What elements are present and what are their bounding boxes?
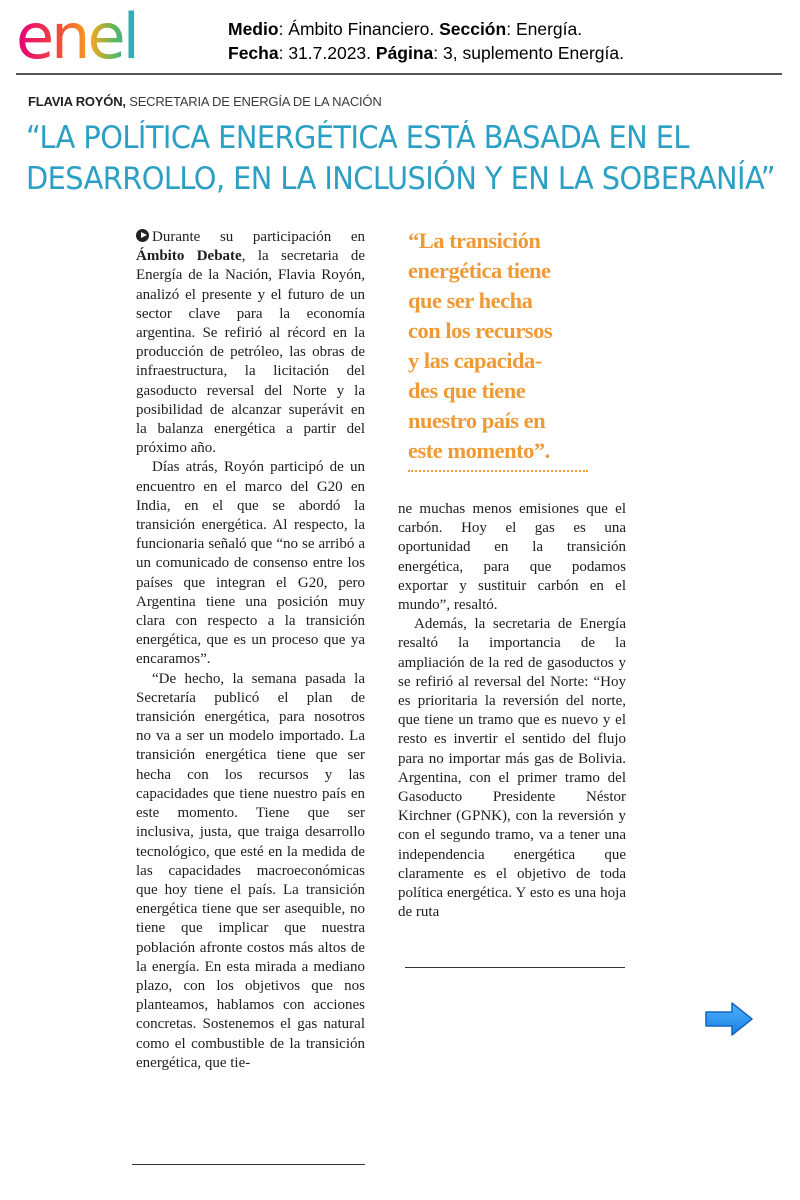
- byline: [28, 94, 382, 109]
- pull-quote-line: y las capacida-: [408, 348, 542, 373]
- pull-quote-line: que ser hecha: [408, 288, 533, 313]
- fecha-value: 31.7.2023.: [288, 43, 372, 63]
- byline-author: FLAVIA ROYÓN,: [28, 94, 126, 109]
- pull-quote: [408, 226, 618, 466]
- column-1-end-rule: [132, 1164, 365, 1165]
- fecha-label: Fecha: [228, 43, 279, 63]
- byline-role: SECRETARIA DE ENERGÍA DE LA NACIÓN: [129, 94, 382, 109]
- medio-value: Ámbito Financiero.: [288, 19, 435, 39]
- pagina-value: 3, suplemento Energía.: [443, 43, 624, 63]
- article-column-2: [398, 500, 626, 922]
- pull-quote-line: con los recursos: [408, 318, 553, 343]
- clipping-meta: Medio: Ámbito Financiero. Sección: Energía. Fecha: 31.7.2023. Página: 3, suplemento Energía.: [228, 19, 624, 63]
- paragraph-4: Además, la secretaria de Energía resaltó la importancia de la ampliación de la red de gasoductos y se refirió al reversal del Norte: “Hoy es prioritaria la reversión del norte, que tiene un tramo que es nuevo y el resto es invertir el sentido del flujo para no importar más gas de Bolivia. Argentina, con el primer tramo del Gasoducto Presidente Néstor Kirchner (GPNK), con la reversión y con el segundo tramo, va a tener una independencia energética que claramente es el objetivo de toda política energética. Y esto es una hoja de ruta: [398, 616, 626, 921]
- play-circle-icon: [136, 229, 149, 242]
- pull-quote-line: nuestro país en: [408, 408, 546, 433]
- arrow-right-icon[interactable]: [704, 1001, 754, 1037]
- paragraph-1: [136, 228, 365, 458]
- paragraph-3-part-1: “De hecho, la semana pasada la Secretaría publicó el plan de transición energética, para nosotros no va a ser un modelo importado. La transición energética tiene que ser hecha con los recursos y las capacidades que tiene nuestro país en este momento. Tiene que ser inclusiva, justa, que traiga desarrollo tecnológico, que esté en la medida de las capacidades macroeconómicas que hoy tiene el país. La transición energética tiene que ser asequible, no tiene que implicar que nuestra población afronte costos más altos de la energía. En esta mirada a mediano plazo, con los objetivos que nos planteamos, hablamos con acciones concretas. Sostenemos el gas natural como el combustible de la transición energética, que tie-: [136, 670, 365, 1071]
- enel-logo: [18, 8, 183, 64]
- seccion-value: Energía.: [515, 19, 583, 39]
- seccion-label: Sección: [439, 19, 507, 39]
- headline: [26, 118, 775, 200]
- logo-text: enel: [18, 8, 137, 64]
- header-divider: [16, 73, 782, 75]
- pull-quote-line: “La transición: [408, 228, 541, 253]
- article-column-1: [136, 228, 365, 1073]
- column-2-end-rule: [405, 967, 625, 968]
- pull-quote-line: energética tiene: [408, 258, 551, 283]
- paragraph-2: Días atrás, Royón participó de un encuentro en el marco del G20 en India, en el que se abordó la transición energética. Al respecto, la funcionaria señaló que “no se arribó a un comunicado de consenso entre los países que integran el G20, pero Argentina tiene una posición muy clara con respecto a la transición energética, que es un proceso que ya encaramos”.: [136, 459, 365, 668]
- headline-line-2: DESARROLLO, EN LA INCLUSIÓN Y EN LA SOBERANÍA”: [26, 161, 775, 197]
- pull-quote-dotted-rule: [408, 470, 588, 472]
- pull-quote-line: este momento”.: [408, 438, 550, 463]
- pull-quote-line: des que tiene: [408, 378, 526, 403]
- pagina-label: Página: [375, 43, 434, 63]
- paragraph-3-part-2: ne muchas menos emisiones que el carbón. Hoy el gas es una oportunidad en la transición energética, para que podamos exportar y sustituir carbón en el mundo”, resaltó.: [398, 501, 626, 614]
- headline-line-1: “LA POLÍTICA ENERGÉTICA ESTÁ BASADA EN EL: [26, 120, 689, 156]
- medio-label: Medio: [228, 19, 279, 39]
- paragraph-1-lead: Durante su participación en: [152, 229, 365, 245]
- paragraph-1-bold: Ámbito Debate: [136, 248, 242, 265]
- paragraph-1-rest: , la secretaria de Energía de la Nación, Flavia Royón, analizó el presente y el futuro de un sector clave para la economía argentina. Se refirió al récord en la producción de petróleo, las obras de infraestructura, la licitación del gasoducto reversal del Norte y la posibilidad de alcanzar superávit en la balanza energética a partir del próximo año.: [136, 248, 366, 457]
